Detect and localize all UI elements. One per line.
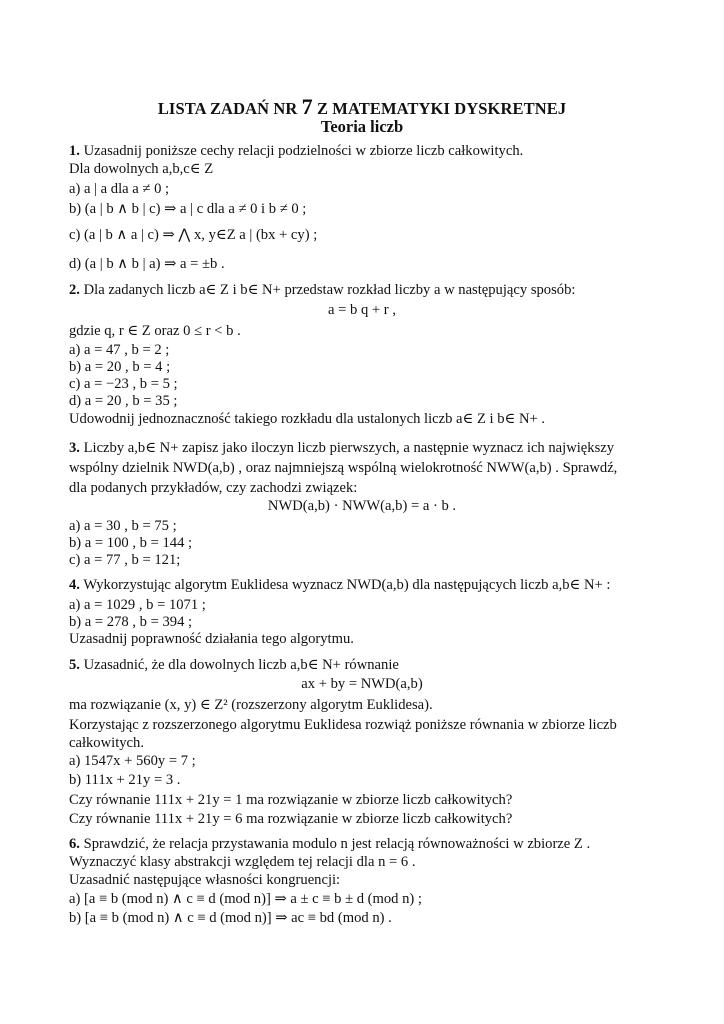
task2-intro <box>69 281 575 300</box>
task1-number: 1. <box>69 143 80 159</box>
task2-number: 2. <box>69 282 80 298</box>
task2-item-a: a) a = 47 , b = 2 ; <box>69 342 170 358</box>
task3-line1 <box>69 439 614 458</box>
task3-formula: NWD(a,b) · NWW(a,b) = a · b . <box>267 498 457 514</box>
task3-line2: wspólny dzielnik NWD(a,b) , oraz najmniejszą wspólną wielokrotność NWW(a,b) . Sprawdź, <box>69 460 618 476</box>
task2-formula: a = b q + r , <box>328 302 396 318</box>
task1-item-a: a) a | a dla a ≠ 0 ; <box>69 181 170 197</box>
task3-number: 3. <box>69 440 80 456</box>
document-subtitle: Teoria liczb <box>320 117 404 136</box>
task4-intro <box>69 576 610 595</box>
task5-number: 5. <box>69 657 80 673</box>
task1-item-c: c) (a | b ∧ a | c) ⇒ ⋀ x, y∈Z a | (bx + cy) ; <box>69 227 318 243</box>
task6-intro <box>69 835 590 854</box>
title-number: 7 <box>301 94 313 119</box>
task6-item-b: b) [a ≡ b (mod n) ∧ c ≡ d (mod n)] ⇒ ac ≡ bd (mod n) . <box>69 910 392 926</box>
title-suffix: Z MATEMATYKI DYSKRETNEJ <box>316 99 567 118</box>
task5-line4: całkowitych. <box>69 735 144 751</box>
task1-intro-text: Uzasadnij poniższe cechy relacji podzielności w zbiorze liczb całkowitych. <box>83 143 524 159</box>
task4-item-b: b) a = 278 , b = 394 ; <box>69 614 193 630</box>
task3-line1-text: Liczby a,b∈ N+ zapisz jako iloczyn liczb pierwszych, a następnie wyznacz ich największy <box>83 440 615 456</box>
task5-question-2: Czy równanie 111x + 21y = 6 ma rozwiązanie w zbiorze liczb całkowitych? <box>69 811 513 827</box>
task1-intro <box>69 142 523 161</box>
task1-item-b: b) (a | b ∧ b | c) ⇒ a | c dla a ≠ 0 i b ≠ 0 ; <box>69 201 307 217</box>
task5-formula: ax + by = NWD(a,b) <box>301 676 423 692</box>
task6-intro-text: Sprawdzić, że relacja przystawania modulo n jest relacją równoważności w zbiorze Z . <box>83 836 591 852</box>
task2-item-d: d) a = 20 , b = 35 ; <box>69 393 178 409</box>
task6-line2: Wyznaczyć klasy abstrakcji względem tej relacji dla n = 6 . <box>69 854 416 870</box>
task4-intro-text: Wykorzystując algorytm Euklidesa wyznacz NWD(a,b) dla następujących liczb a,b∈ N+ : <box>83 577 611 593</box>
task5-intro-text: Uzasadnić, że dla dowolnych liczb a,b∈ N+ równanie <box>83 657 399 673</box>
task2-where: gdzie q, r ∈ Z oraz 0 ≤ r < b . <box>69 323 241 339</box>
task1-item-d: d) (a | b ∧ b | a) ⇒ a = ±b . <box>69 256 225 272</box>
task2-item-b: b) a = 20 , b = 4 ; <box>69 359 171 375</box>
task1-intro2: Dla dowolnych a,b,c∈ Z <box>69 161 214 177</box>
task2-item-c: c) a = −23 , b = 5 ; <box>69 376 178 392</box>
task4-outro: Uzasadnij poprawność działania tego algorytmu. <box>69 631 354 647</box>
task5-line3: Korzystając z rozszerzonego algorytmu Euklidesa rozwiąż poniższe równania w zbiorze liczb <box>69 717 617 733</box>
task2-intro-text: Dla zadanych liczb a∈ Z i b∈ N+ przedstaw rozkład liczby a w następujący sposób: <box>83 282 576 298</box>
task4-item-a: a) a = 1029 , b = 1071 ; <box>69 597 206 613</box>
task5-intro <box>69 656 399 675</box>
task2-outro: Udowodnij jednoznaczność takiego rozkładu dla ustalonych liczb a∈ Z i b∈ N+ . <box>69 411 546 427</box>
task3-item-c: c) a = 77 , b = 121; <box>69 552 181 568</box>
task3-line3: dla podanych przykładów, czy zachodzi związek: <box>69 480 358 496</box>
task5-question-1: Czy równanie 111x + 21y = 1 ma rozwiązanie w zbiorze liczb całkowitych? <box>69 792 513 808</box>
task5-item-b: b) 111x + 21y = 3 . <box>69 772 181 788</box>
task5-item-a: a) 1547x + 560y = 7 ; <box>69 753 196 769</box>
title-prefix: LISTA ZADAŃ NR <box>157 99 298 118</box>
task6-line3: Uzasadnić następujące własności kongruencji: <box>69 872 341 888</box>
task6-item-a: a) [a ≡ b (mod n) ∧ c ≡ d (mod n)] ⇒ a ± c ≡ b ± d (mod n) ; <box>69 891 422 907</box>
task5-line2: ma rozwiązanie (x, y) ∈ Z² (rozszerzony algorytm Euklidesa). <box>69 697 433 713</box>
task3-item-b: b) a = 100 , b = 144 ; <box>69 535 193 551</box>
task6-number: 6. <box>69 836 80 852</box>
task3-item-a: a) a = 30 , b = 75 ; <box>69 518 177 534</box>
task4-number: 4. <box>69 577 80 593</box>
